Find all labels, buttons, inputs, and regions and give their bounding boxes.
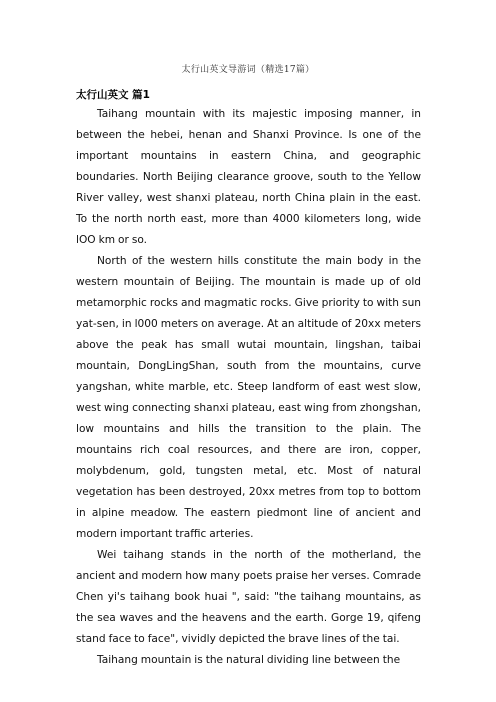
paragraph-3: Wei taihang stands in the north of the motherland, the ancient and modern how many poets praise her verses. Comrade Chen yi's taihang book huai ", said: "the taihang mountains, as the sea waves and the heavens and the earth. Gorge 19, qifeng stand face to face", vividly depicted the brave lines of the tai. xyxy=(76,549,421,645)
paragraph-2: North of the western hills constitute the main body in the western mountain of Beijing. The mountain is made up of old metamorphic rocks and magmatic rocks. Give priority to with sun yat-sen, in l000 meters on average. At an altitude of 20xx meters above the peak has small wutai mountain, lingshan, taibai mountain, DongLingShan, south from the mountains, curve yangshan, white marble, etc. Steep landform of east west slow, west wing connecting shanxi plateau, east wing from zhongshan, low mountains and hills the transition to the plain. The mountains rich coal resources, and there are iron, copper, molybdenum, gold, tungsten metal, etc. Most of natural vegetation has been destroyed, 20xx metres from top to bottom in alpine meadow. The eastern piedmont line of ancient and modern important traffic arteries. xyxy=(76,255,421,540)
document-body xyxy=(76,88,421,671)
paragraph-1: Taihang mountain with its majestic imposing manner, in between the hebei, henan and Shanxi Province. Is one of the important mountains in eastern China, and geographic boundaries. North Beijing clearance groove, south to the Yellow River valley, west shanxi plateau, north China plain in the east. To the north north east, more than 4000 kilometers long, wide lOO km or so. xyxy=(76,108,421,246)
paragraph-4: Taihang mountain is the natural dividing line between the xyxy=(97,654,401,666)
document-title: 太行山英文导游词（精选17篇） xyxy=(181,65,315,75)
section-heading: 太行山英文 篇1 xyxy=(76,89,150,101)
